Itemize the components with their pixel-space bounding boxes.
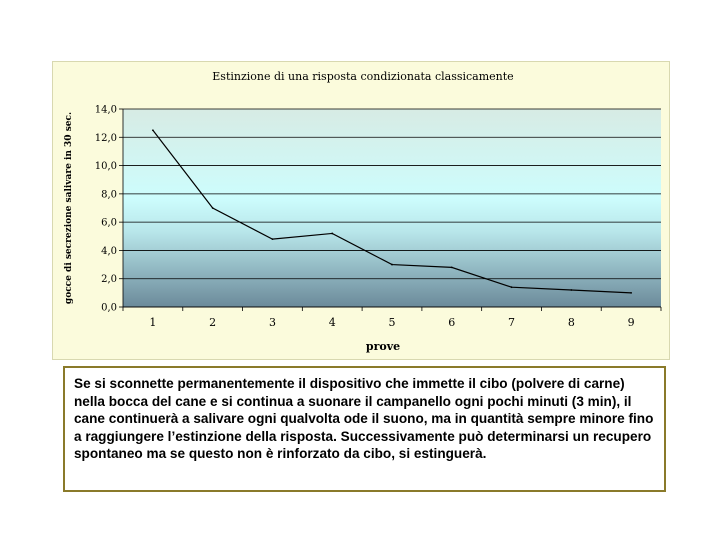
data-point (212, 207, 214, 209)
chart-panel (52, 61, 670, 360)
caption-box (63, 366, 666, 492)
data-point (272, 238, 274, 240)
x-tick-label: 9 (627, 316, 635, 329)
y-tick-label: 10,0 (94, 161, 117, 173)
x-tick-label: 4 (328, 316, 336, 329)
data-point (152, 129, 154, 131)
x-tick-label: 1 (149, 316, 157, 329)
chart-svg (53, 62, 671, 361)
x-tick-label: 2 (209, 316, 217, 329)
y-tick-label: 4,0 (101, 245, 117, 257)
x-tick-label: 6 (448, 316, 456, 329)
y-tick-label: 2,0 (101, 274, 117, 286)
data-point (331, 233, 333, 235)
chart-title: Estinzione di una risposta condizionata classicamente (212, 70, 514, 83)
plot-area (123, 109, 661, 307)
y-tick-label: 0,0 (101, 302, 117, 314)
data-point (511, 286, 513, 288)
y-tick-labels (95, 105, 117, 314)
y-tick-label: 8,0 (101, 189, 117, 201)
data-point (570, 289, 572, 291)
x-tick-labels (123, 307, 661, 329)
x-tick-label: 3 (268, 316, 276, 329)
x-tick-label: 8 (567, 316, 575, 329)
caption-text: Se si sconnette permanentemente il dispositivo che immette il cibo (polvere di carne) nella bocca del cane e si continua a suonare il campanello ogni pochi minuti (3 min), il cane continuerà a salivare ogni qualvolta ode il suono, ma in quantità sempre minore fino a raggiungere l’estinzione della risposta. Successivamente può determinarsi un recupero spontaneo ma se questo non è rinforzato da cibo, si estinguerà. (74, 376, 654, 462)
y-tick-label: 14,0 (94, 104, 117, 116)
data-point (391, 264, 393, 266)
x-tick-label: 5 (388, 316, 396, 329)
x-tick-label: 7 (508, 316, 516, 329)
y-tick-label: 12,0 (94, 132, 117, 144)
data-point (630, 292, 632, 294)
data-point (451, 267, 453, 269)
x-axis-label: prove (365, 340, 401, 353)
y-axis-label: gocce di secrezione salivare in 30 sec. (64, 111, 74, 305)
y-tick-label: 6,0 (101, 217, 117, 229)
